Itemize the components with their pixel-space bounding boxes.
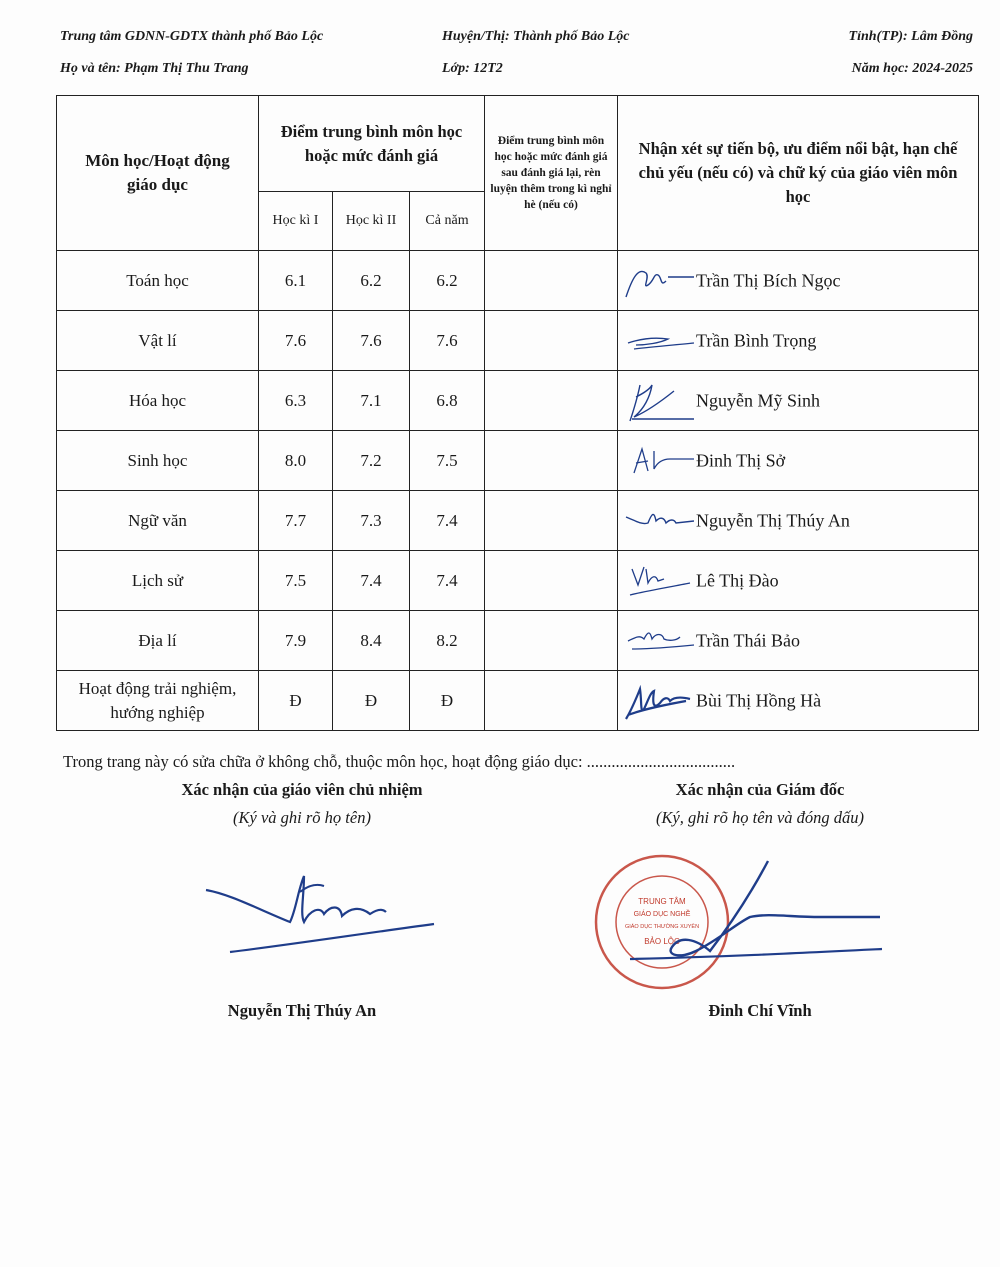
teacher-name: Trần Thị Bích Ngọc xyxy=(696,270,841,290)
province: Tỉnh(TP): Lâm Đồng xyxy=(848,29,973,44)
correction-note: Trong trang này có sửa chữa ở không chỗ, thuộc môn học, hoạt động giáo dục: .................................... xyxy=(63,752,736,771)
subject-cell: Lịch sử xyxy=(57,551,259,611)
teacher-name: Nguyễn Thị Thúy An xyxy=(696,510,850,530)
year-score: Đ xyxy=(410,671,485,731)
teacher-cell xyxy=(618,611,979,671)
header-year: Cả năm xyxy=(410,192,485,251)
table-row xyxy=(57,611,979,671)
teacher-name: Bùi Thị Hồng Hà xyxy=(696,690,822,710)
teacher-cell xyxy=(618,431,979,491)
header-comment: Nhận xét sự tiến bộ, ưu điểm nổi bật, hạn chế chủ yếu (nếu có) và chữ ký của giáo viên môn học xyxy=(618,96,979,251)
sem2-score: 7.3 xyxy=(333,491,410,551)
teacher-cell xyxy=(618,311,979,371)
director-title: Xác nhận của Giám đốc xyxy=(675,780,845,799)
table-row xyxy=(57,251,979,311)
year-score: 7.4 xyxy=(410,491,485,551)
sem2-score: 7.6 xyxy=(333,311,410,371)
sem2-score: 7.1 xyxy=(333,371,410,431)
stamp-text: TRUNG TÂM xyxy=(638,897,686,906)
teacher-name: Đinh Thị Sở xyxy=(696,450,786,470)
teacher-cell xyxy=(618,551,979,611)
retest-score xyxy=(485,251,618,311)
class-name: Lớp: 12T2 xyxy=(442,61,503,76)
year-score: 6.2 xyxy=(410,251,485,311)
teacher-cell xyxy=(618,371,979,431)
homeroom-name: Nguyễn Thị Thúy An xyxy=(227,1001,377,1020)
teacher-name: Nguyễn Mỹ Sinh xyxy=(696,390,821,410)
stamp-text: GIÁO DỤC NGHỀ xyxy=(633,911,691,918)
year-score: 8.2 xyxy=(410,611,485,671)
retest-score xyxy=(485,371,618,431)
teacher-cell xyxy=(618,671,979,731)
student-name: Họ và tên: Phạm Thị Thu Trang xyxy=(60,61,249,76)
sem2-score: 6.2 xyxy=(333,251,410,311)
table-row xyxy=(57,551,979,611)
teacher-cell xyxy=(618,251,979,311)
director-sub: (Ký, ghi rõ họ tên và đóng dấu) xyxy=(655,808,865,827)
teacher-name: Trần Bình Trọng xyxy=(696,330,817,350)
subject-cell: Toán học xyxy=(57,251,259,311)
teacher-name: Trần Thái Bảo xyxy=(696,630,801,650)
header-retest: Điểm trung bình môn học hoặc mức đánh giá sau đánh giá lại, rèn luyện thêm trong kì nghỉ hè (nếu có) xyxy=(485,96,618,251)
director-signature xyxy=(600,855,900,975)
homeroom-title: Xác nhận của giáo viên chủ nhiệm xyxy=(181,780,423,799)
teacher-cell xyxy=(618,491,979,551)
sem1-score: Đ xyxy=(259,671,333,731)
homeroom-sub: (Ký và ghi rõ họ tên) xyxy=(233,808,371,827)
header-sem1: Học kì I xyxy=(259,192,333,251)
sem2-score: Đ xyxy=(333,671,410,731)
sem1-score: 7.9 xyxy=(259,611,333,671)
sem1-score: 7.7 xyxy=(259,491,333,551)
table-row xyxy=(57,671,979,731)
subject-cell: Ngữ văn xyxy=(57,491,259,551)
subject-cell: Vật lí xyxy=(57,311,259,371)
retest-score xyxy=(485,551,618,611)
teacher-signature xyxy=(624,559,694,603)
sem1-score: 7.5 xyxy=(259,551,333,611)
year-score: 7.5 xyxy=(410,431,485,491)
teacher-name: Lê Thị Đào xyxy=(696,570,779,590)
teacher-signature xyxy=(624,319,694,363)
district: Huyện/Thị: Thành phố Bảo Lộc xyxy=(442,29,630,44)
table-row xyxy=(57,311,979,371)
stamp-text: GIÁO DỤC THƯỜNG XUYÊN xyxy=(624,924,700,930)
header-subject: Môn học/Hoạt động giáo dục xyxy=(57,96,259,251)
school-year: Năm học: 2024-2025 xyxy=(851,61,973,76)
sem2-score: 8.4 xyxy=(333,611,410,671)
director-name: Đinh Chí Vĩnh xyxy=(708,1001,812,1020)
homeroom-signature xyxy=(200,870,440,960)
sem2-score: 7.2 xyxy=(333,431,410,491)
teacher-signature xyxy=(624,619,694,663)
retest-score xyxy=(485,611,618,671)
teacher-signature xyxy=(624,259,694,303)
sem1-score: 6.1 xyxy=(259,251,333,311)
header-average: Điểm trung bình môn học hoặc mức đánh giá xyxy=(259,96,485,192)
table-row xyxy=(57,371,979,431)
grades-table xyxy=(56,95,979,731)
sem1-score: 7.6 xyxy=(259,311,333,371)
year-score: 7.6 xyxy=(410,311,485,371)
teacher-signature xyxy=(624,439,694,483)
sem2-score: 7.4 xyxy=(333,551,410,611)
table-row xyxy=(57,431,979,491)
retest-score xyxy=(485,491,618,551)
year-score: 7.4 xyxy=(410,551,485,611)
sem1-score: 6.3 xyxy=(259,371,333,431)
subject-cell: Hoạt động trải nghiệm, hướng nghiệp xyxy=(57,671,259,731)
teacher-signature xyxy=(624,679,694,723)
retest-score xyxy=(485,671,618,731)
retest-score xyxy=(485,431,618,491)
retest-score xyxy=(485,311,618,371)
stamp-text: BẢO LỘC xyxy=(644,937,680,946)
sem1-score: 8.0 xyxy=(259,431,333,491)
subject-cell: Hóa học xyxy=(57,371,259,431)
center-name: Trung tâm GDNN-GDTX thành phố Bảo Lộc xyxy=(60,29,324,44)
table-row xyxy=(57,491,979,551)
year-score: 6.8 xyxy=(410,371,485,431)
teacher-signature xyxy=(624,379,694,423)
header-sem2: Học kì II xyxy=(333,192,410,251)
subject-cell: Sinh học xyxy=(57,431,259,491)
subject-cell: Địa lí xyxy=(57,611,259,671)
teacher-signature xyxy=(624,499,694,543)
